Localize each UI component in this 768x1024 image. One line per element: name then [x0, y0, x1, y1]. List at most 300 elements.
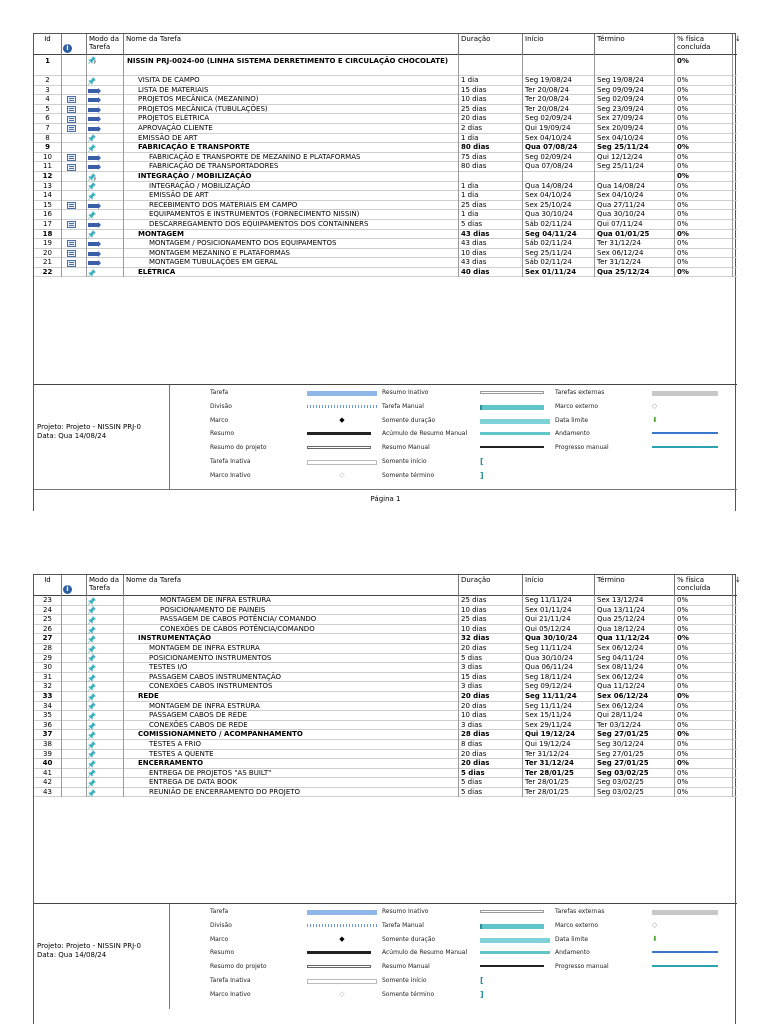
calendar-icon: [67, 116, 76, 123]
table-row[interactable]: [34, 625, 737, 635]
task-mode: [87, 95, 124, 105]
task-extra-column: [733, 711, 737, 721]
manual-schedule-pin-icon: [88, 741, 96, 749]
task-indicators: [62, 258, 87, 268]
task-extra-column: [733, 239, 737, 249]
table-row[interactable]: [34, 134, 737, 144]
task-name[interactable]: MONTAGEM DE INFRA ESTRURA: [124, 644, 459, 654]
table-row[interactable]: [34, 759, 737, 769]
table-row[interactable]: [34, 239, 737, 249]
task-indicators: [62, 596, 87, 606]
auto-schedule-icon: [88, 252, 98, 256]
task-extra-column: [733, 673, 737, 683]
table-row[interactable]: [34, 76, 737, 86]
inactive-summary-swatch: [480, 910, 544, 913]
task-duration: 32 dias: [459, 634, 523, 644]
column-header-finish[interactable]: Término: [595, 34, 675, 55]
task-name[interactable]: PASSAGEM DE CABOS POTÊNCIA/ COMANDO: [124, 615, 459, 625]
task-extra-column: [733, 220, 737, 230]
task-mode: [87, 721, 124, 731]
task-extra-column: [733, 778, 737, 788]
column-header-mode[interactable]: Modo da Tarefa: [87, 34, 124, 55]
task-indicators: [62, 239, 87, 249]
manual-schedule-pin-icon: [88, 779, 96, 787]
task-percent-complete: 0%: [675, 191, 733, 201]
task-start: Sex 04/10/24: [523, 191, 595, 201]
legend-label: Marco externo: [555, 402, 599, 410]
column-header-start[interactable]: Início: [523, 575, 595, 596]
column-header-mode[interactable]: Modo da Tarefa: [87, 575, 124, 596]
auto-schedule-icon: [88, 117, 98, 121]
task-finish: Sex 06/12/24: [595, 673, 675, 683]
task-name[interactable]: POSICIONAMENTO INSTRUMENTOS: [124, 654, 459, 664]
table-row[interactable]: [34, 634, 737, 644]
task-start: Sex 25/10/24: [523, 201, 595, 211]
task-id: 29: [34, 654, 62, 664]
task-indicators: [62, 55, 87, 76]
legend-label: Somente término: [382, 990, 435, 998]
task-duration: 8 dias: [459, 740, 523, 750]
task-indicators: [62, 788, 87, 798]
task-extra-column: [733, 750, 737, 760]
task-id: 11: [34, 162, 62, 172]
table-row[interactable]: [34, 663, 737, 673]
task-duration: 25 dias: [459, 105, 523, 115]
task-start: Sex 01/11/24: [523, 606, 595, 616]
calendar-icon: [67, 260, 76, 267]
task-percent-complete: 0%: [675, 692, 733, 702]
legend-label: Andamento: [555, 949, 590, 957]
table-row[interactable]: [34, 182, 737, 192]
task-name[interactable]: INTEGRAÇÃO / MOBILIZAÇÃO: [124, 182, 459, 192]
table-row[interactable]: [34, 740, 737, 750]
task-indicators: [62, 105, 87, 115]
auto-schedule-icon: [88, 204, 98, 208]
manual-summary-swatch: [480, 446, 544, 448]
task-start: Seg 09/12/24: [523, 682, 595, 692]
task-percent-complete: 0%: [675, 210, 733, 220]
task-start: Qua 30/10/24: [523, 210, 595, 220]
task-start: Seg 11/11/24: [523, 702, 595, 712]
auto-schedule-icon: [88, 223, 98, 227]
task-percent-complete: 0%: [675, 711, 733, 721]
task-start: Qua 06/11/24: [523, 663, 595, 673]
column-header-percent-complete[interactable]: % física concluída: [675, 575, 733, 596]
task-name[interactable]: ENCERRAMENTO: [124, 759, 459, 769]
task-name[interactable]: PROJETOS MECÂNICA (MEZANINO): [124, 95, 459, 105]
task-mode: [87, 673, 124, 683]
task-start: Sex 04/10/24: [523, 134, 595, 144]
task-duration: 20 dias: [459, 692, 523, 702]
task-mode: [87, 201, 124, 211]
manual-schedule-pin-icon: [88, 144, 96, 152]
task-finish: Seg 27/01/25: [595, 730, 675, 740]
table-row[interactable]: [34, 596, 737, 606]
task-name[interactable]: LISTA DE MATERIAIS: [124, 86, 459, 96]
task-percent-complete: 0%: [675, 778, 733, 788]
task-start: Sex 29/11/24: [523, 721, 595, 731]
column-header-finish[interactable]: Término: [595, 575, 675, 596]
task-start: Seg 11/11/24: [523, 692, 595, 702]
manual-schedule-pin-icon: [88, 789, 96, 797]
legend-label: Andamento: [555, 430, 590, 438]
task-indicators: [62, 191, 87, 201]
manual-rollup-swatch: [480, 432, 550, 435]
task-indicators: [62, 86, 87, 96]
task-indicators: [62, 114, 87, 124]
manual-schedule-pin-icon: [88, 654, 96, 662]
task-mode: [87, 663, 124, 673]
task-percent-complete: 0%: [675, 654, 733, 664]
calendar-icon: [67, 221, 76, 228]
table-row[interactable]: [34, 95, 737, 105]
task-id: 27: [34, 634, 62, 644]
task-duration: 1 dia: [459, 182, 523, 192]
task-extra-column: [733, 654, 737, 664]
column-header-indicators[interactable]: [62, 575, 87, 596]
task-indicators: [62, 682, 87, 692]
legend-label: Marco: [210, 416, 229, 424]
schedule-page-1: [33, 33, 741, 511]
task-name[interactable]: MONTAGEM TUBULAÇÕES EM GERAL: [124, 258, 459, 268]
column-header-name[interactable]: Nome da Tarefa: [124, 575, 459, 596]
task-finish: Qua 13/11/24: [595, 606, 675, 616]
task-name[interactable]: MONTAGEM: [124, 230, 459, 240]
table-row[interactable]: [34, 258, 737, 268]
split-swatch: [307, 924, 377, 927]
column-header-more[interactable]: ↓: [735, 576, 741, 584]
task-finish: Qui 07/11/24: [595, 220, 675, 230]
task-name[interactable]: REUNIÃO DE ENCERRAMENTO DO PROJETO: [124, 788, 459, 798]
task-start: Qui 19/12/24: [523, 740, 595, 750]
task-id: 40: [34, 759, 62, 769]
auto-schedule-icon: [88, 165, 98, 169]
task-finish: Qui 12/12/24: [595, 153, 675, 163]
table-row[interactable]: [34, 702, 737, 712]
table-row[interactable]: [34, 615, 737, 625]
table-row[interactable]: [34, 191, 737, 201]
task-duration: 40 dias: [459, 268, 523, 278]
task-mode: [87, 788, 124, 798]
column-header-duration[interactable]: Duração: [459, 34, 523, 55]
external-milestone-icon: ◇: [652, 920, 658, 929]
task-name[interactable]: FABRICAÇÃO E TRANSPORTE DE MEZANINO E PLATAFORMAS: [124, 153, 459, 163]
task-name[interactable]: APROVAÇÃO CLIENTE: [124, 124, 459, 134]
legend-footer: [34, 903, 737, 1008]
table-row[interactable]: [34, 124, 737, 134]
task-name[interactable]: NISSIN PRJ-0024-00 (LINHA SISTEMA DERRETIMENTO E CIRCULAÇÃO CHOCOLATE): [124, 55, 459, 76]
auto-schedule-icon: [88, 98, 98, 102]
table-row[interactable]: [34, 730, 737, 740]
calendar-icon: [67, 250, 76, 257]
task-start: Ter 28/01/25: [523, 778, 595, 788]
project-name: Projeto: Projeto - NISSIN PRJ-0: [37, 423, 141, 431]
table-row[interactable]: [34, 778, 737, 788]
task-duration: 2 dias: [459, 124, 523, 134]
table-row[interactable]: [34, 268, 737, 278]
task-name[interactable]: INTEGRAÇÃO / MOBILIZAÇÃO: [124, 172, 459, 182]
task-indicators: [62, 230, 87, 240]
table-row[interactable]: [34, 654, 737, 664]
task-start: [523, 55, 595, 76]
task-percent-complete: 0%: [675, 162, 733, 172]
task-id: 8: [34, 134, 62, 144]
task-start: Seg 11/11/24: [523, 644, 595, 654]
task-extra-column: [733, 230, 737, 240]
task-duration: 10 dias: [459, 606, 523, 616]
task-duration: 10 dias: [459, 249, 523, 259]
svg-text:?: ?: [93, 176, 96, 182]
task-name[interactable]: TESTES I/O: [124, 663, 459, 673]
task-duration: 5 dias: [459, 788, 523, 798]
task-start: Ter 28/01/25: [523, 788, 595, 798]
table-row[interactable]: [34, 143, 737, 153]
task-id: 4: [34, 95, 62, 105]
task-name[interactable]: INSTRUMENTAÇÃO: [124, 634, 459, 644]
external-milestone-icon: ◇: [652, 401, 658, 410]
table-row[interactable]: [34, 172, 737, 182]
task-indicators: [62, 210, 87, 220]
auto-schedule-icon: [88, 127, 98, 131]
task-name[interactable]: REDE: [124, 692, 459, 702]
task-name[interactable]: VISITA DE CAMPO: [124, 76, 459, 86]
project-name: Projeto: Projeto - NISSIN PRJ-0: [37, 942, 141, 950]
task-mode: [87, 124, 124, 134]
task-name[interactable]: CONEXÕES CABOS DE REDE: [124, 721, 459, 731]
table-row[interactable]: [34, 673, 737, 683]
task-finish: Sex 27/09/24: [595, 114, 675, 124]
task-extra-column: [733, 124, 737, 134]
task-id: 22: [34, 268, 62, 278]
task-start: Seg 25/11/24: [523, 249, 595, 259]
table-row[interactable]: [34, 788, 737, 798]
task-name[interactable]: DESCARREGAMENTO DOS EQUIPAMENTOS DOS CONTAINNERS: [124, 220, 459, 230]
schedule-page-2: [33, 574, 741, 1024]
task-name[interactable]: FABRICAÇÃO E TRANSPORTE: [124, 143, 459, 153]
legend-label: Tarefa: [210, 908, 229, 915]
task-indicators: [62, 143, 87, 153]
table-row[interactable]: [34, 153, 737, 163]
task-name[interactable]: RECEBIMENTO DOS MATERIAIS EM CAMPO: [124, 201, 459, 211]
manual-rollup-swatch: [480, 951, 550, 954]
summary-swatch: [307, 432, 371, 435]
task-name[interactable]: POSICIONAMENTO DE PAINÉIS: [124, 606, 459, 616]
task-name[interactable]: MONTAGEM DE INFRA ESTRURA: [124, 596, 459, 606]
manual-schedule-pin-icon: [88, 645, 96, 653]
task-id: 2: [34, 76, 62, 86]
task-extra-column: [733, 210, 737, 220]
manual-schedule-pin-icon: [88, 230, 96, 238]
task-finish: Qua 30/10/24: [595, 210, 675, 220]
task-extra-column: [733, 76, 737, 86]
column-header-id[interactable]: Id: [34, 34, 62, 55]
task-finish: Seg 03/02/25: [595, 788, 675, 798]
table-row[interactable]: [34, 114, 737, 124]
task-duration: 5 dias: [459, 654, 523, 664]
task-duration: 80 dias: [459, 143, 523, 153]
task-percent-complete: 0%: [675, 759, 733, 769]
task-finish: Sex 04/10/24: [595, 134, 675, 144]
task-percent-complete: 0%: [675, 769, 733, 779]
table-row[interactable]: [34, 644, 737, 654]
task-finish: Qua 14/08/24: [595, 182, 675, 192]
task-name[interactable]: PROJETOS MECÂNICA (TUBULAÇÕES): [124, 105, 459, 115]
task-extra-column: [733, 615, 737, 625]
table-row[interactable]: [34, 210, 737, 220]
progress-line-swatch: [652, 951, 718, 953]
task-mode: [87, 606, 124, 616]
task-indicators: [62, 134, 87, 144]
task-name[interactable]: CONEXÕES DE CABOS POTÊNCIA/COMANDO: [124, 625, 459, 635]
task-name[interactable]: PROJETOS ELÉTRICA: [124, 114, 459, 124]
table-row[interactable]: [34, 750, 737, 760]
task-percent-complete: 0%: [675, 596, 733, 606]
legend: [169, 385, 737, 490]
column-header-indicators[interactable]: [62, 34, 87, 55]
task-name[interactable]: PASSAGEM CABOS INSTRUMENTAÇÃO: [124, 673, 459, 683]
task-id: 7: [34, 124, 62, 134]
task-id: 30: [34, 663, 62, 673]
table-row[interactable]: [34, 55, 737, 76]
task-mode: [87, 634, 124, 644]
task-mode: [87, 711, 124, 721]
task-id: 20: [34, 249, 62, 259]
task-indicators: [62, 124, 87, 134]
task-mode: [87, 182, 124, 192]
task-percent-complete: 0%: [675, 76, 733, 86]
task-name[interactable]: EMISSÃO DE ART: [124, 134, 459, 144]
legend-label: Resumo: [210, 949, 235, 957]
manual-schedule-pin-icon: [88, 712, 96, 720]
column-header-percent-complete[interactable]: % física concluída: [675, 34, 733, 55]
task-mode: [87, 105, 124, 115]
task-finish: Qua 11/12/24: [595, 634, 675, 644]
info-icon: i: [63, 44, 72, 53]
task-indicators: [62, 201, 87, 211]
manual-summary-swatch: [480, 965, 544, 967]
column-header-more[interactable]: ↓: [735, 35, 741, 43]
column-header-duration[interactable]: Duração: [459, 575, 523, 596]
table-row[interactable]: [34, 86, 737, 96]
legend-label: Acúmulo de Resumo Manual: [382, 949, 468, 957]
task-mode: [87, 162, 124, 172]
task-finish: Seg 30/12/24: [595, 740, 675, 750]
task-name[interactable]: EQUIPAMENTOS E INSTRUMENTOS (FORNECIMENTO NISSIN): [124, 210, 459, 220]
task-extra-column: [733, 788, 737, 798]
calendar-icon: [67, 96, 76, 103]
task-finish: Seg 27/01/25: [595, 759, 675, 769]
inactive-milestone-icon: ◇: [339, 470, 345, 479]
task-finish: Sex 20/09/24: [595, 124, 675, 134]
task-duration: 1 dia: [459, 76, 523, 86]
task-name[interactable]: MONTAGEM / POSICIONAMENTO DOS EQUIPAMENTOS: [124, 239, 459, 249]
task-id: 6: [34, 114, 62, 124]
task-name[interactable]: TESTES A FRIO: [124, 740, 459, 750]
task-start: Seg 19/08/24: [523, 76, 595, 86]
task-mode: [87, 682, 124, 692]
task-name[interactable]: EMISSÃO DE ART: [124, 191, 459, 201]
table-row[interactable]: [34, 230, 737, 240]
task-name[interactable]: ENTREGA DE DATA BOOK: [124, 778, 459, 788]
column-header-row: [34, 575, 741, 596]
task-percent-complete: 0%: [675, 258, 733, 268]
task-id: 5: [34, 105, 62, 115]
task-mode: [87, 55, 124, 76]
task-indicators: [62, 654, 87, 664]
manual-progress-swatch: [652, 446, 718, 448]
task-duration: 15 dias: [459, 673, 523, 683]
task-start: Seg 02/09/24: [523, 114, 595, 124]
task-name[interactable]: PASSAGEM CABOS DE REDE: [124, 711, 459, 721]
table-row[interactable]: [34, 769, 737, 779]
task-name[interactable]: COMISSIONAMNETO / ACOMPANHAMENTO: [124, 730, 459, 740]
table-row[interactable]: [34, 606, 737, 616]
task-id: 41: [34, 769, 62, 779]
table-row[interactable]: [34, 105, 737, 115]
table-row[interactable]: [34, 682, 737, 692]
task-finish: Qui 28/11/24: [595, 711, 675, 721]
task-name[interactable]: ENTREGA DE PROJETOS "AS BUILT": [124, 769, 459, 779]
task-id: 12: [34, 172, 62, 182]
task-percent-complete: 0%: [675, 153, 733, 163]
task-indicators: [62, 162, 87, 172]
task-percent-complete: 0%: [675, 105, 733, 115]
table-row[interactable]: [34, 201, 737, 211]
task-name[interactable]: MONTAGEM DE INFRA ESTRURA: [124, 702, 459, 712]
table-row[interactable]: [34, 721, 737, 731]
column-header-start[interactable]: Início: [523, 34, 595, 55]
table-row[interactable]: [34, 162, 737, 172]
table-row[interactable]: [34, 711, 737, 721]
task-indicators: [62, 778, 87, 788]
column-header-id[interactable]: Id: [34, 575, 62, 596]
task-name[interactable]: CONEXÕES CABOS INSTRUMENTOS: [124, 682, 459, 692]
task-percent-complete: 0%: [675, 750, 733, 760]
column-header-name[interactable]: Nome da Tarefa: [124, 34, 459, 55]
task-duration: 25 dias: [459, 615, 523, 625]
task-name[interactable]: MONTAGEM MEZANINO E PLATAFORMAS: [124, 249, 459, 259]
auto-schedule-icon: [88, 242, 98, 246]
milestone-diamond-icon: ◆: [339, 934, 345, 943]
task-id: 33: [34, 692, 62, 702]
task-start: Ter 31/12/24: [523, 759, 595, 769]
task-id: 37: [34, 730, 62, 740]
task-name[interactable]: ELÉTRICA: [124, 268, 459, 278]
task-indicators: [62, 182, 87, 192]
task-percent-complete: 0%: [675, 606, 733, 616]
legend-label: Tarefa Inativa: [210, 458, 251, 465]
task-percent-complete: 0%: [675, 114, 733, 124]
manual-schedule-pin-icon: [88, 616, 96, 624]
task-percent-complete: 0%: [675, 634, 733, 644]
task-finish: Ter 31/12/24: [595, 239, 675, 249]
task-mode: [87, 268, 124, 278]
table-row[interactable]: [34, 249, 737, 259]
inactive-milestone-icon: ◇: [339, 989, 345, 998]
legend-label: Marco externo: [555, 921, 599, 929]
task-name[interactable]: TESTES A QUENTE: [124, 750, 459, 760]
deadline-arrow-icon: ⬇: [652, 934, 658, 943]
manual-schedule-pin-icon: [88, 635, 96, 643]
task-indicators: [62, 769, 87, 779]
task-percent-complete: 0%: [675, 730, 733, 740]
task-duration: 43 dias: [459, 230, 523, 240]
task-duration: 1 dia: [459, 210, 523, 220]
task-name[interactable]: FABRICAÇÃO DE TRANSPORTADORES: [124, 162, 459, 172]
table-row[interactable]: [34, 692, 737, 702]
task-indicators: [62, 76, 87, 86]
table-row[interactable]: [34, 220, 737, 230]
